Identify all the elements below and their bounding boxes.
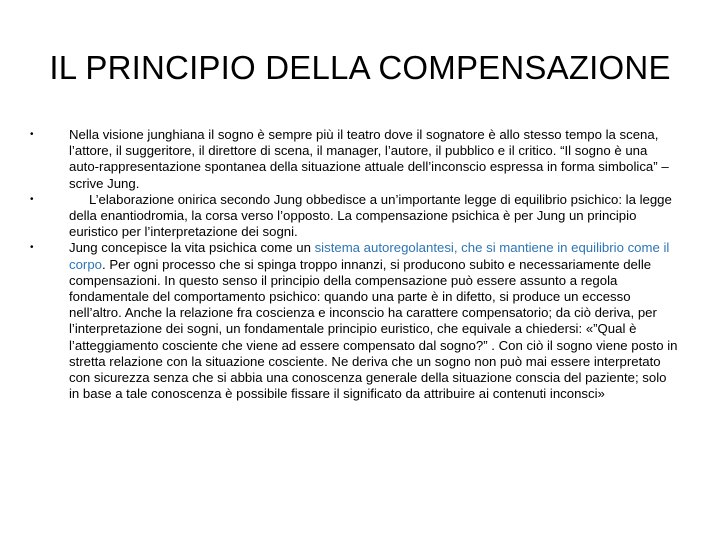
bullet-text-end: . Per ogni processo che si spinga troppo innanzi, si producono subito e necessariamente delle compensazioni. In questo senso il principio della compensazione può essere assunto a regola fondamentale del comportamento psichico: quando una parte è in difetto, si produce un eccesso nell’altro. Anche la relazione fra coscienza e inconscio ha carattere compensatorio; da ciò deriva, per l’interpretazione dei sogni, un fondamentale principio euristico, che equivale a chiedersi: «”Qual è l’atteggiamento cosciente che viene ad essere compensato dal sogno?” . Con ciò il sogno viene posto in stretta relazione con la situazione cosciente. Ne deriva che un sogno non può mai essere interpretato con sicurezza senza che si abbia una conoscenza generale della situazione conscia del paziente; solo in base a tale conoscenza è possibile fissare il significato da attribuire ai contenuti inconsci»	[69, 256, 678, 402]
highlighted-phrase: sistema autoregolantesi, che si mantiene in equilibrio come il corpo	[69, 240, 670, 272]
list-item	[30, 192, 680, 241]
bullet-list	[30, 127, 680, 402]
bullet-text-start: Jung concepisce la vita psichica come un	[69, 240, 315, 256]
bullet-icon: •	[30, 193, 34, 205]
bullet-icon: •	[30, 129, 34, 140]
bullet-icon: •	[30, 242, 34, 254]
bullet-text: Nella visione junghiana il sogno è sempre più il teatro dove il sognatore è allo stesso tempo la scena, l’attore, il suggeritore, il direttore di scena, il manager, l’autore, il pubblico e il critico. “Il sogno è una auto-rappresentazione spontanea della situazione attuale dell’inconscio espressa in forma simbolica” – scrive Jung.	[69, 127, 669, 191]
slide-title: IL PRINCIPIO DELLA COMPENSAZIONE	[49, 49, 671, 86]
list-item	[30, 240, 680, 402]
bullet-text: L’elaborazione onirica secondo Jung obbedisce a un’importante legge di equilibrio psichico: la legge della enantiodromia, la corsa verso l’opposto. La compensazione psichica è per Jung un principio euristico per l’interpretazione dei sogni.	[69, 191, 672, 240]
bullet-text	[69, 240, 677, 401]
list-item	[30, 127, 680, 192]
